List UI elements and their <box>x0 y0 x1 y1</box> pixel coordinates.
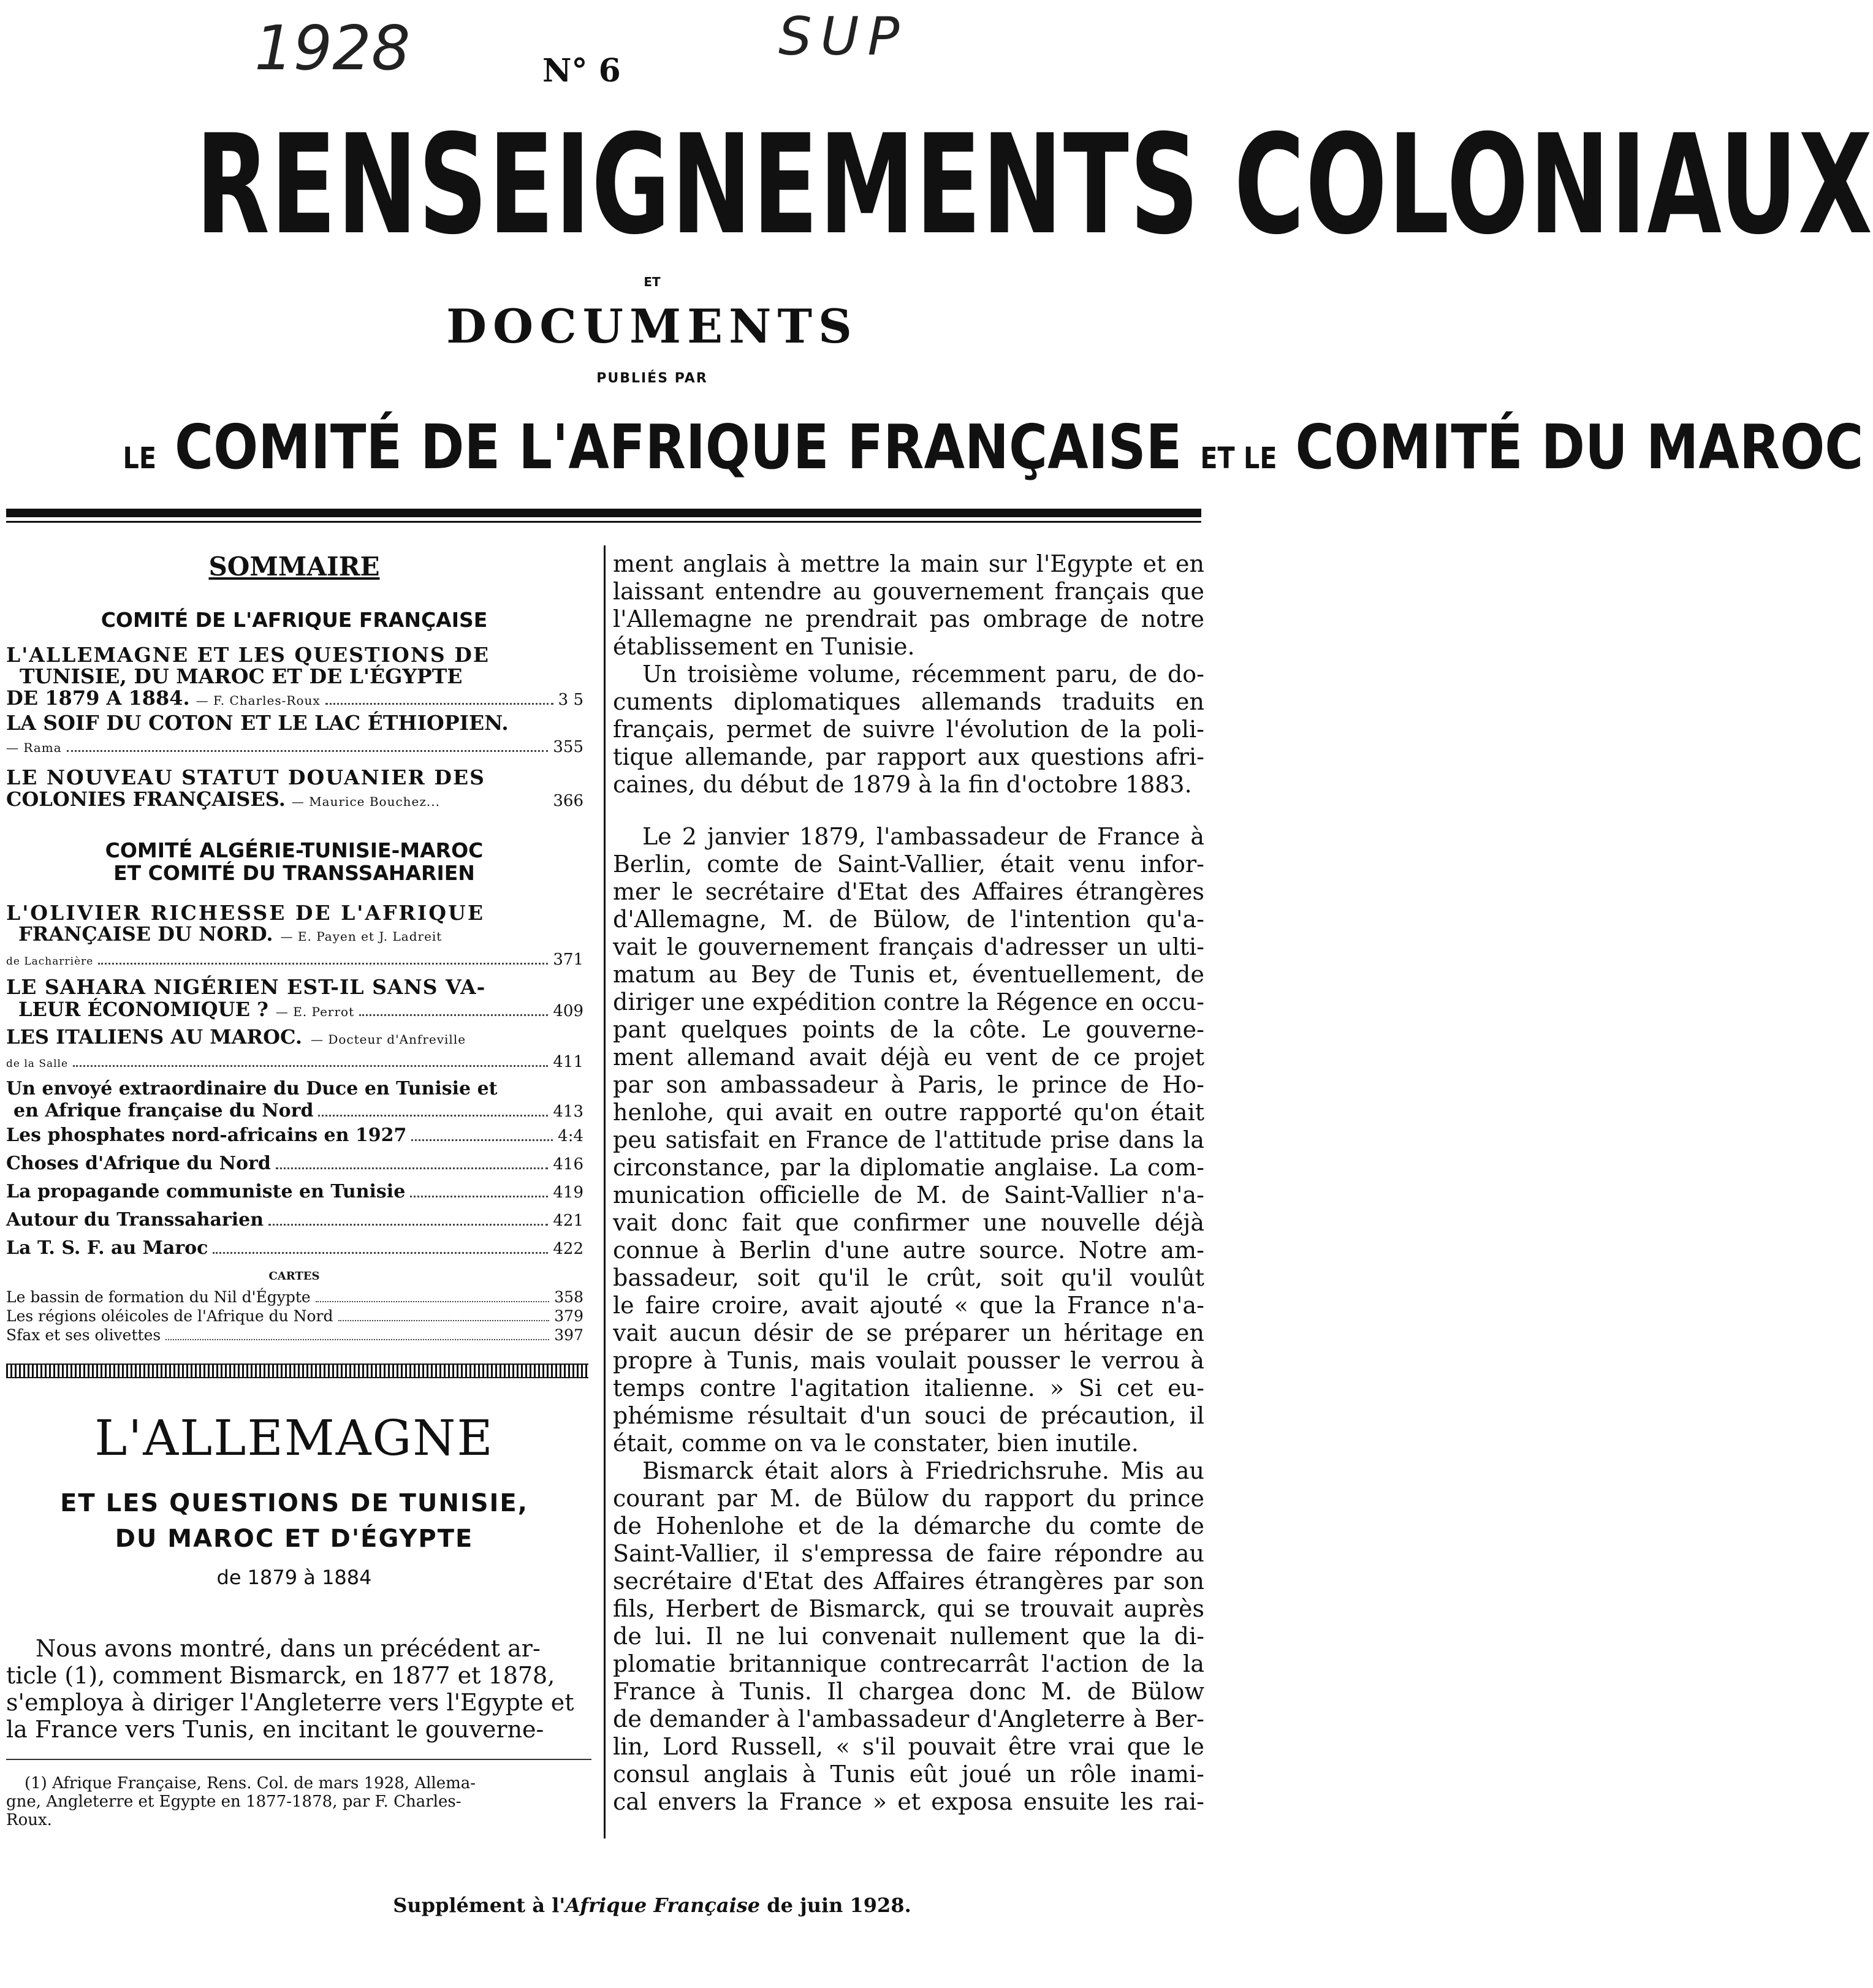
comite-afrique-francaise: COMITÉ DE L'AFRIQUE FRANÇAISE <box>175 411 1182 483</box>
documents-heading: DOCUMENTS <box>446 299 858 354</box>
p3-line: matum au Bey de Tunis et, éventuellement, de <box>613 961 1204 988</box>
article-title: L'ALLEMAGNE <box>94 1409 494 1466</box>
section2-heading-1: COMITÉ ALGÉRIE-TUNISIE-MAROC <box>105 838 484 862</box>
toc-olivier-authors: — E. Payen et J. Ladreit <box>280 929 443 944</box>
p3-line: ment allemand avait déjà eu vent de ce projet <box>613 1044 1204 1071</box>
p3-line: bassadeur, soit qu'il le crût, soit qu'il voulût <box>613 1264 1204 1291</box>
handwritten-sup: SUP <box>778 6 908 67</box>
p4-line: Saint-Vallier, il s'empressa de faire répondre au <box>613 1540 1204 1567</box>
toc-italiens-author: — Docteur d'Anfreville <box>311 1032 466 1047</box>
p3-line: Le 2 janvier 1879, l'ambassadeur de France à <box>642 823 1204 850</box>
cartes-heading: CARTES <box>268 1270 320 1283</box>
toc-transsaharien-text: Autour du Transsaharien <box>6 1209 264 1231</box>
footnote-rule <box>6 1759 591 1760</box>
intro-line: la France vers Tunis, en incitant le gouverne- <box>6 1716 544 1743</box>
header-rule-thick <box>6 509 1201 517</box>
intro-line: s'employa à diriger l'Angleterre vers l'Egypte et <box>6 1689 574 1716</box>
toc-transsaharien-page: 421 <box>553 1212 583 1230</box>
toc-transsaharien <box>6 1211 583 1231</box>
column-divider <box>604 545 606 1838</box>
dot-leader <box>318 1115 548 1117</box>
p4-line: de lui. Il ne lui convenait nullement que la di- <box>613 1623 1204 1650</box>
p3-line: le faire croire, avait ajouté « que la France n'a- <box>613 1292 1204 1319</box>
toc-italiens-page: 411 <box>553 1053 583 1071</box>
dot-leader <box>338 1320 550 1321</box>
toc-italiens-title: LES ITALIENS AU MAROC. <box>6 1025 302 1049</box>
dot-leader <box>67 750 549 752</box>
le-1: LE <box>123 441 157 476</box>
toc-duce-text-cont: en Afrique française du Nord <box>13 1100 314 1121</box>
section-separator <box>6 1364 588 1378</box>
carte-nil <box>6 1289 583 1306</box>
toc-statut-line2 <box>6 789 583 811</box>
p1-line: ment anglais à mettre la main sur l'Egypte et en <box>613 550 1204 577</box>
article-subtitle-1: ET LES QUESTIONS DE TUNISIE, <box>60 1489 528 1517</box>
handwritten-year: 1928 <box>254 12 411 84</box>
section2-heading-2: ET COMITÉ DU TRANSSAHARIEN <box>113 861 475 885</box>
toc-allemagne-page: 3 5 <box>558 691 583 709</box>
toc-duce-line1 <box>6 1080 583 1098</box>
p3-line: temps contre l'agitation italienne. » Si cet eu- <box>613 1375 1204 1402</box>
p2-line: caines, du début de 1879 à la fin d'octobre 1883. <box>613 771 1192 798</box>
comite-du-maroc: COMITÉ DU MAROC <box>1295 411 1864 483</box>
footer-journal: Afrique Française <box>565 1894 761 1917</box>
header-rule-thin <box>6 521 1201 523</box>
p3-line: henlohe, qui avait en outre rapporté qu'on était <box>613 1099 1204 1126</box>
toc-soif-author-line <box>6 739 583 757</box>
publies-par: PUBLIÉS PAR <box>596 371 708 386</box>
article-subtitle-2: DU MAROC ET D'ÉGYPTE <box>115 1525 474 1553</box>
issue-number: N° 6 <box>542 52 621 89</box>
dot-leader <box>268 1224 548 1226</box>
p3-line: phémisme résultait d'un souci de précaution, il <box>613 1402 1204 1429</box>
toc-tsf <box>6 1239 583 1259</box>
dot-leader <box>73 1065 548 1067</box>
p4-line: Bismarck était alors à Friedrichsruhe. Mis au <box>642 1457 1204 1484</box>
toc-tsf-text: La T. S. F. au Maroc <box>6 1237 208 1259</box>
dot-leader <box>165 1339 549 1340</box>
toc-statut-line1: LE NOUVEAU STATUT DOUANIER DES <box>6 765 485 789</box>
p3-line: mer le secrétaire d'Etat des Affaires étrangères <box>613 878 1204 905</box>
footnote-line: gne, Angleterre et Egypte en 1877-1878, par F. Charles- <box>6 1793 462 1811</box>
toc-phosphates-page: 4:4 <box>558 1127 583 1145</box>
right-column <box>613 550 1204 1816</box>
p2-line: Un troisième volume, récemment paru, de do- <box>642 661 1204 688</box>
p2-line: français, permet de suivre l'évolution de la poli- <box>613 716 1204 743</box>
dot-leader <box>359 1014 548 1016</box>
toc-tsf-page: 422 <box>553 1240 583 1258</box>
toc-sahara-title-end: LEUR ÉCONOMIQUE ? <box>18 998 268 1021</box>
p3-line: par son ambassadeur à Paris, le prince de Ho- <box>613 1071 1204 1098</box>
toc-allemagne-line1: L'ALLEMAGNE ET LES QUESTIONS DE <box>6 643 490 667</box>
toc-olivier-line3 <box>6 952 583 969</box>
dot-leader <box>325 703 553 705</box>
toc-olivier-line1: L'OLIVIER RICHESSE DE L'AFRIQUE <box>6 901 485 925</box>
carte-sfax <box>6 1327 583 1344</box>
footer-prefix: Supplément à l' <box>393 1894 566 1917</box>
p3-line: d'Allemagne, M. de Bülow, de l'intention qu'a- <box>613 906 1204 933</box>
dot-leader <box>411 1139 553 1141</box>
p3-line: pant quelques points de la côte. Le gouverne- <box>613 1016 1204 1043</box>
p1-line: laissant entendre au gouvernement français que <box>613 578 1204 605</box>
p1-line: l'Allemagne ne prendrait pas ombrage de notre <box>613 605 1204 632</box>
p4-line: lin, Lord Russell, « s'il pouvait être vrai que le <box>613 1733 1204 1760</box>
p2-line: tique allemande, par rapport aux questions afri- <box>613 743 1204 770</box>
toc-allemagne-title-end: DE 1879 A 1884. <box>6 686 190 710</box>
toc-olivier-page: 371 <box>553 950 583 969</box>
p3-line: était, comme on va le constater, bien inutile. <box>613 1430 1139 1457</box>
section1-heading: COMITÉ DE L'AFRIQUE FRANÇAISE <box>101 608 488 632</box>
toc-propagande-text: La propagande communiste en Tunisie <box>6 1181 406 1202</box>
footer-suffix: de juin 1928. <box>760 1894 911 1917</box>
toc-soif-coton: LA SOIF DU COTON ET LE LAC ÉTHIOPIEN. <box>6 711 509 735</box>
header-et: ET <box>644 275 661 289</box>
dot-leader <box>276 1167 549 1169</box>
toc-choses <box>6 1155 583 1174</box>
footnote-line: (1) Afrique Française, Rens. Col. de mars 1928, Allema- <box>25 1774 476 1793</box>
p4-line: de Hohenlohe et de la démarche du comte de <box>613 1512 1204 1539</box>
p3-line: vait donc fait que confirmer une nouvelle déjà <box>613 1209 1204 1236</box>
p4-line: de demander à l'ambassadeur d'Angleterre à Ber- <box>613 1705 1204 1732</box>
p3-line: vait aucun désir de se préparer un héritage en <box>613 1319 1204 1346</box>
p4-line: courant par M. de Bülow du rapport du prince <box>613 1485 1204 1512</box>
p4-line: consul anglais à Tunis eût joué un rôle inami- <box>613 1761 1204 1788</box>
toc-allemagne-author: — F. Charles-Roux <box>196 693 321 708</box>
et-le: ET LE <box>1200 441 1277 476</box>
toc-sahara-line1: LE SAHARA NIGÉRIEN EST-IL SANS VA- <box>6 975 486 999</box>
p3-line: circonstance, par la diplomatie anglaise. La com- <box>613 1154 1204 1181</box>
p3-line: peu satisfait en France de l'attitude prise dans la <box>613 1126 1204 1153</box>
p4-line: fils, Herbert de Bismarck, qui se trouvait auprès <box>613 1595 1204 1622</box>
toc-olivier-line2 <box>18 924 583 944</box>
toc-duce-page: 413 <box>553 1102 583 1121</box>
dot-leader <box>213 1252 548 1254</box>
p3-line: Berlin, comte de Saint-Vallier, était venu infor- <box>613 851 1204 878</box>
toc-duce-text: Un envoyé extraordinaire du Duce en Tunisie et <box>6 1078 498 1099</box>
toc-allemagne-line3 <box>6 688 583 710</box>
p4-line: plomatie britannique contrecarrât l'action de la <box>613 1650 1204 1677</box>
p3-line: propre à Tunis, mais voulait pousser le verrou à <box>613 1347 1204 1374</box>
toc-statut-page: 366 <box>553 792 583 810</box>
dot-leader <box>316 1301 550 1302</box>
sommaire-heading: SOMMAIRE <box>208 552 380 582</box>
p4-line: secrétaire d'Etat des Affaires étrangères par son <box>613 1568 1204 1595</box>
article-intro <box>6 1635 591 1743</box>
journal-title: RENSEIGNEMENTS COLONIAUX <box>196 105 1873 265</box>
toc-choses-text: Choses d'Afrique du Nord <box>6 1153 271 1174</box>
toc-soif-author: — Rama <box>6 740 62 755</box>
p3-line: munication officielle de M. de Saint-Vallier n'a- <box>613 1182 1204 1208</box>
toc-olivier-authors-cont: de Lacharrière <box>6 955 94 968</box>
toc-phosphates <box>6 1126 583 1146</box>
toc-olivier-title-end: FRANÇAISE DU NORD. <box>18 922 273 946</box>
carte-sfax-page: 397 <box>554 1326 583 1344</box>
intro-line: ticle (1), comment Bismarck, en 1877 et 1878, <box>6 1662 555 1689</box>
intro-line: Nous avons montré, dans un précédent ar- <box>36 1635 541 1662</box>
p1-line: établissement en Tunisie. <box>613 633 915 660</box>
toc-sahara-line2 <box>18 1000 583 1021</box>
toc-phosphates-text: Les phosphates nord-africains en 1927 <box>6 1125 407 1146</box>
toc-sahara-author: — E. Perrot <box>275 1004 355 1019</box>
publisher-line <box>123 411 1864 483</box>
carte-nil-text: Le bassin de formation du Nil d'Égypte <box>6 1288 311 1306</box>
toc-soif-page: 355 <box>553 738 583 756</box>
dot-leader <box>410 1196 548 1197</box>
toc-italiens-author-cont: de la Salle <box>6 1058 69 1070</box>
p3-line: vait le gouvernement français d'adresser un ulti- <box>613 933 1204 960</box>
carte-sfax-text: Sfax et ses olivettes <box>6 1326 161 1344</box>
p4-line: cal envers la France » et exposa ensuite les rai- <box>613 1788 1204 1815</box>
toc-italiens-line1 <box>6 1027 583 1047</box>
p4-line: France à Tunis. Il chargea donc M. de Bülow <box>613 1678 1204 1705</box>
toc-statut-author: — Maurice Bouchez... <box>291 794 440 809</box>
carte-oleicoles-page: 379 <box>554 1307 583 1325</box>
carte-oleicoles-text: Les régions oléicoles de l'Afrique du Nord <box>6 1307 333 1325</box>
dot-leader <box>98 963 548 965</box>
toc-choses-page: 416 <box>553 1155 583 1174</box>
footnote-line: Roux. <box>6 1811 52 1829</box>
toc-propagande-page: 419 <box>553 1183 583 1202</box>
p2-line: cuments diplomatiques allemands traduits en <box>613 688 1204 715</box>
carte-oleicoles <box>6 1308 583 1325</box>
p3-line: diriger une expédition contre la Régence en occu- <box>613 988 1204 1015</box>
toc-duce-line2 <box>13 1102 583 1121</box>
footnote <box>6 1774 591 1829</box>
carte-nil-page: 358 <box>554 1288 583 1306</box>
article-dates: de 1879 à 1884 <box>216 1566 372 1589</box>
toc-propagande <box>6 1183 583 1202</box>
toc-statut-title-end: COLONIES FRANÇAISES. <box>6 787 286 811</box>
page-footer <box>0 1894 1304 1917</box>
p3-line: connue à Berlin d'une autre source. Notre am- <box>613 1237 1204 1264</box>
toc-italiens-line2 <box>6 1054 583 1072</box>
toc-allemagne-line2: TUNISIE, DU MAROC ET DE L'ÉGYPTE <box>20 664 463 688</box>
toc-sahara-page: 409 <box>553 1002 583 1020</box>
